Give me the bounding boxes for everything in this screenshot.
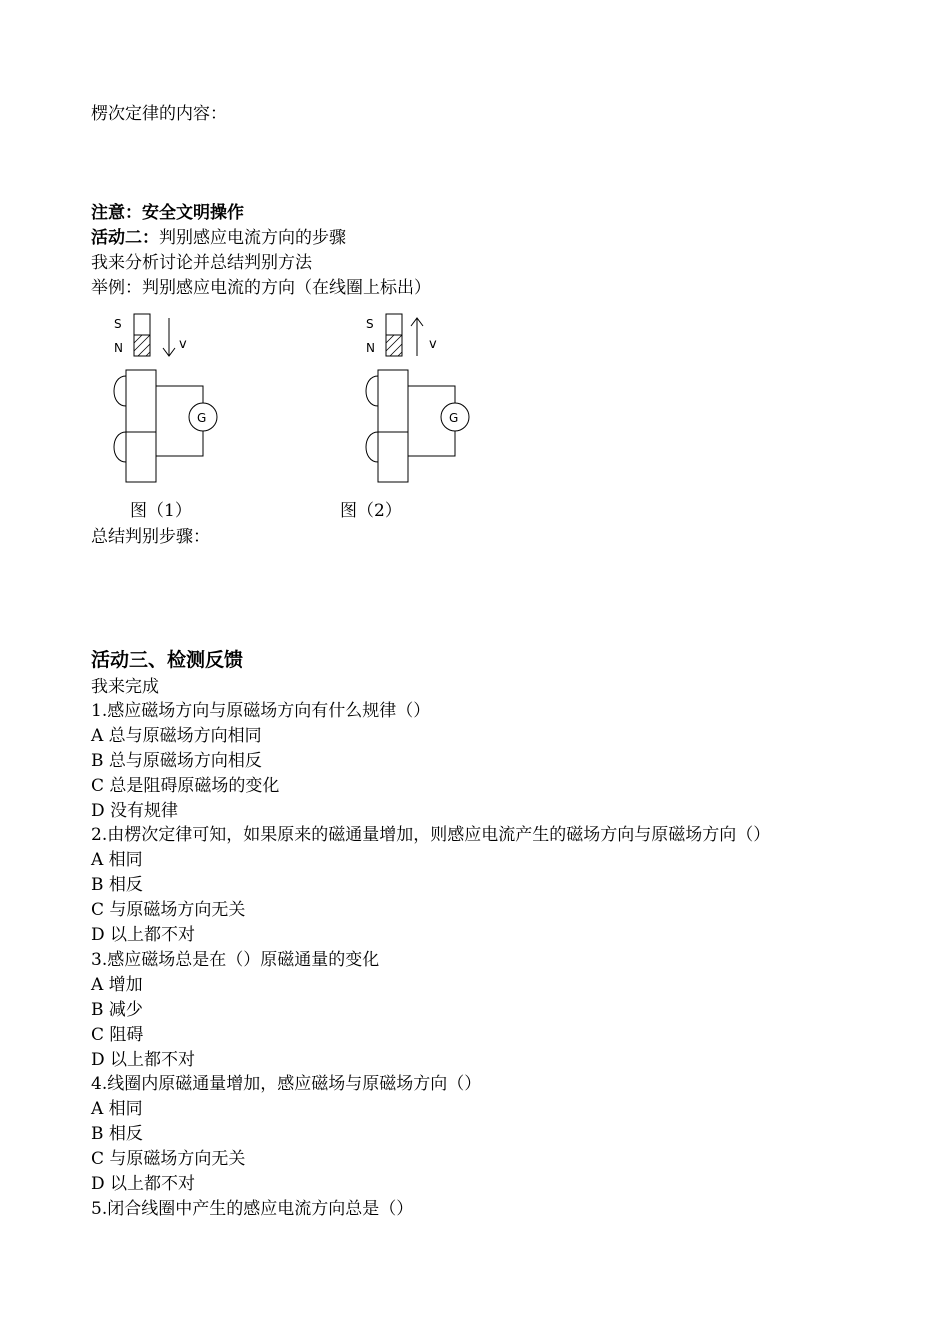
coil-winding bbox=[366, 376, 378, 462]
answer-option: C 总是阻碍原磁场的变化 bbox=[91, 776, 280, 796]
circuit-wire-bottom bbox=[156, 431, 203, 456]
law-content-prompt: 楞次定律的内容： bbox=[91, 104, 227, 124]
answer-option: B 相反 bbox=[91, 875, 143, 895]
answer-option: A 总与原磁场方向相同 bbox=[91, 726, 262, 746]
answer-option: C 阻碍 bbox=[91, 1025, 144, 1045]
figure-2-svg bbox=[352, 310, 492, 490]
answer-option: B 相反 bbox=[91, 1124, 143, 1144]
question-text: 3.感应磁场总是在（）原磁通量的变化 bbox=[91, 950, 380, 970]
activity2-title-text: 判别感应电流方向的步骤 bbox=[159, 228, 346, 248]
activity2-line2: 举例：判别感应电流的方向（在线圈上标出） bbox=[91, 278, 431, 298]
coil-winding bbox=[114, 376, 126, 462]
question-text: 1.感应磁场方向与原磁场方向有什么规律（） bbox=[91, 701, 431, 721]
velocity-arrow-up bbox=[411, 318, 423, 356]
answer-option: C 与原磁场方向无关 bbox=[91, 1149, 246, 1169]
answer-option: A 增加 bbox=[91, 975, 143, 995]
question-text: 2.由楞次定律可知，如果原来的磁通量增加，则感应电流产生的磁场方向与原磁场方向（） bbox=[91, 825, 771, 845]
figure-2-caption: 图（2） bbox=[340, 501, 402, 521]
question-text: 5.闭合线圈中产生的感应电流方向总是（） bbox=[91, 1199, 414, 1219]
activity2-title-label: 活动二： bbox=[91, 228, 159, 248]
answer-option: D 以上都不对 bbox=[91, 925, 196, 945]
safety-notice: 注意：安全文明操作 bbox=[91, 203, 244, 223]
summary-prompt: 总结判别步骤： bbox=[91, 527, 210, 547]
s-pole-label: S bbox=[366, 317, 374, 331]
activity3-subtitle: 我来完成 bbox=[91, 677, 159, 697]
answer-option: C 与原磁场方向无关 bbox=[91, 900, 246, 920]
activity3-title: 活动三、检测反馈 bbox=[91, 649, 244, 671]
magnet-hatch bbox=[134, 335, 150, 356]
answer-option: B 减少 bbox=[91, 1000, 143, 1020]
answer-option: D 以上都不对 bbox=[91, 1050, 196, 1070]
answer-option: D 没有规律 bbox=[91, 801, 179, 821]
n-pole-label: N bbox=[114, 341, 123, 355]
activity2-title bbox=[91, 227, 346, 249]
coil-core bbox=[126, 370, 156, 482]
velocity-label: v bbox=[429, 337, 437, 352]
activity2-line1: 我来分析讨论并总结判别方法 bbox=[91, 253, 312, 273]
coil-core bbox=[378, 370, 408, 482]
s-pole-label: S bbox=[114, 317, 122, 331]
answer-option: A 相同 bbox=[91, 850, 143, 870]
answer-option: B 总与原磁场方向相反 bbox=[91, 751, 262, 771]
velocity-arrow-down bbox=[163, 318, 175, 356]
magnet-hatch bbox=[386, 335, 402, 356]
galvanometer-label: G bbox=[449, 411, 459, 425]
figure-1-svg bbox=[100, 310, 240, 490]
question-text: 4.线圈内原磁通量增加，感应磁场与原磁场方向（） bbox=[91, 1074, 482, 1094]
velocity-label: v bbox=[179, 337, 187, 352]
answer-option: A 相同 bbox=[91, 1099, 143, 1119]
galvanometer-label: G bbox=[197, 411, 207, 425]
figure-1-caption: 图（1） bbox=[130, 501, 192, 521]
answer-option: D 以上都不对 bbox=[91, 1174, 196, 1194]
n-pole-label: N bbox=[366, 341, 375, 355]
circuit-wire-top bbox=[156, 386, 203, 403]
figure-1-diagram bbox=[100, 310, 240, 490]
figure-2-diagram bbox=[352, 310, 492, 490]
circuit-wire-bottom bbox=[408, 431, 455, 456]
circuit-wire-top bbox=[408, 386, 455, 403]
